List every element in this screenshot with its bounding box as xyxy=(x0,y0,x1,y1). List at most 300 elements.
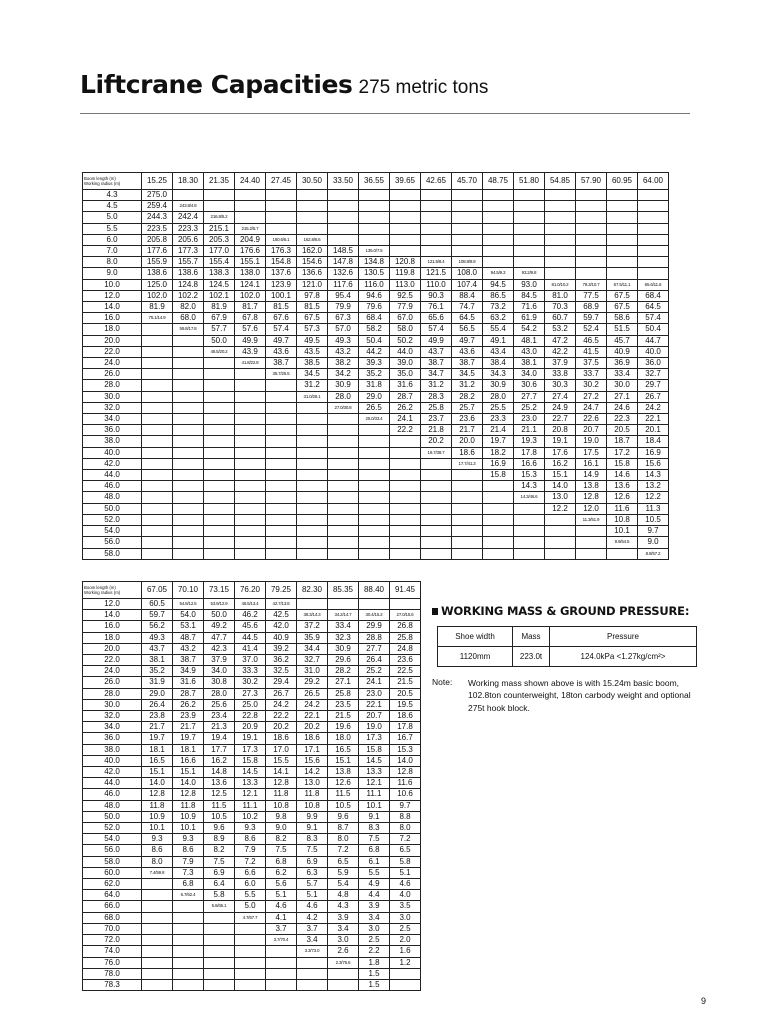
capacity-cell xyxy=(483,223,514,234)
capacity-cell xyxy=(359,470,390,481)
capacity-cell xyxy=(142,324,173,335)
capacity-cell: 50.0 xyxy=(204,335,235,346)
boom-length-header: 54.85 xyxy=(545,173,576,190)
capacity-cell: 21.7 xyxy=(452,425,483,436)
capacity-cell xyxy=(266,979,297,990)
capacity-cell xyxy=(607,223,638,234)
table-row xyxy=(83,599,421,610)
capacity-cell xyxy=(142,923,173,934)
capacity-cell xyxy=(142,526,173,537)
capacity-table-1 xyxy=(82,172,669,560)
capacity-cell xyxy=(266,447,297,458)
boom-length-header: 67.05 xyxy=(142,582,173,599)
capacity-cell: 108.8/8.9 xyxy=(452,257,483,268)
capacity-cell xyxy=(328,190,359,201)
radius-cell: 18.0 xyxy=(83,632,142,643)
capacity-cell: 19.3 xyxy=(514,436,545,447)
capacity-cell xyxy=(390,201,421,212)
capacity-cell: 9.8 xyxy=(266,811,297,822)
capacity-cell xyxy=(390,599,421,610)
capacity-cell: 15.3 xyxy=(514,470,545,481)
capacity-cell: 43.2 xyxy=(328,346,359,357)
capacity-cell xyxy=(421,234,452,245)
radius-cell: 12.0 xyxy=(83,290,142,301)
capacity-cell xyxy=(421,201,452,212)
table-row xyxy=(83,436,669,447)
table-row xyxy=(83,979,421,990)
radius-cell: 62.0 xyxy=(83,879,142,890)
capacity-cell: 75.1/14.9 xyxy=(142,313,173,324)
capacity-cell: 37.2 xyxy=(297,621,328,632)
note-text: Working mass shown above is with 15.24m basic boom, 102.8ton counterweight, 18ton carbody weight and optional 275t hook block. xyxy=(468,678,691,713)
capacity-cell: 10.1 xyxy=(359,800,390,811)
capacity-cell: 38.1 xyxy=(514,358,545,369)
capacity-cell: 8.2 xyxy=(266,834,297,845)
capacity-cell xyxy=(266,470,297,481)
capacity-cell: 176.3 xyxy=(266,246,297,257)
capacity-cell: 7.5 xyxy=(266,845,297,856)
capacity-cell: 130.5 xyxy=(359,268,390,279)
table-row xyxy=(83,957,421,968)
radius-cell: 78.3 xyxy=(83,979,142,990)
capacity-cell: 8.7 xyxy=(328,823,359,834)
capacity-cell: 4.9 xyxy=(359,879,390,890)
capacity-cell: 108.0 xyxy=(452,268,483,279)
radius-cell: 8.0 xyxy=(83,257,142,268)
capacity-cell: 81.5 xyxy=(297,302,328,313)
capacity-cell xyxy=(266,492,297,503)
capacity-cell: 6.4 xyxy=(204,879,235,890)
radius-cell: 16.0 xyxy=(83,313,142,324)
capacity-cell xyxy=(452,470,483,481)
capacity-cell: 34.2 xyxy=(328,369,359,380)
capacity-cell: 49.1 xyxy=(483,335,514,346)
capacity-cell xyxy=(576,257,607,268)
capacity-cell: 4.3 xyxy=(328,901,359,912)
capacity-cell xyxy=(142,402,173,413)
capacity-cell: 11.8 xyxy=(173,800,204,811)
capacity-cell: 65.6/11.6 xyxy=(638,279,669,290)
capacity-cell: 7.3 xyxy=(173,867,204,878)
capacity-cell xyxy=(452,526,483,537)
capacity-cell: 67.6 xyxy=(266,313,297,324)
boom-length-header: 73.15 xyxy=(204,582,235,599)
capacity-cell xyxy=(204,391,235,402)
capacity-cell: 18.0 xyxy=(328,733,359,744)
table-row xyxy=(83,391,669,402)
capacity-cell: 25.0/33.4 xyxy=(359,414,390,425)
capacity-cell: 30.8 xyxy=(204,677,235,688)
capacity-cell: 11.8 xyxy=(266,789,297,800)
table-row xyxy=(83,481,669,492)
capacity-cell: 41.8/22.8 xyxy=(235,358,266,369)
table-row xyxy=(83,688,421,699)
capacity-cell xyxy=(266,537,297,548)
radius-cell: 6.0 xyxy=(83,234,142,245)
capacity-cell xyxy=(142,391,173,402)
capacity-cell: 26.4 xyxy=(142,699,173,710)
radius-cell: 60.0 xyxy=(83,867,142,878)
capacity-cell: 155.7 xyxy=(173,257,204,268)
capacity-cell xyxy=(607,190,638,201)
capacity-cell: 4.6 xyxy=(297,901,328,912)
capacity-cell: 21.5 xyxy=(328,711,359,722)
capacity-cell: 25.7 xyxy=(452,402,483,413)
capacity-cell: 26.4 xyxy=(359,655,390,666)
capacity-cell: 43.2 xyxy=(173,643,204,654)
radius-cell: 50.0 xyxy=(83,503,142,514)
capacity-cell: 24.2 xyxy=(266,699,297,710)
table-body xyxy=(83,599,421,991)
capacity-cell: 7.2 xyxy=(390,834,421,845)
capacity-cell: 70.3 xyxy=(545,302,576,313)
capacity-cell xyxy=(297,470,328,481)
capacity-cell xyxy=(359,212,390,223)
capacity-cell xyxy=(266,548,297,559)
capacity-cell xyxy=(514,548,545,559)
capacity-cell: 8.0 xyxy=(390,823,421,834)
capacity-cell xyxy=(266,503,297,514)
capacity-cell xyxy=(514,201,545,212)
capacity-cell: 79.6 xyxy=(359,302,390,313)
capacity-cell xyxy=(297,503,328,514)
capacity-cell xyxy=(173,901,204,912)
capacity-cell: 4.6 xyxy=(390,879,421,890)
cell-mass: 223.0t xyxy=(513,647,550,667)
radius-cell: 5.5 xyxy=(83,223,142,234)
capacity-cell xyxy=(297,957,328,968)
capacity-cell xyxy=(204,414,235,425)
capacity-cell xyxy=(514,537,545,548)
capacity-cell xyxy=(266,380,297,391)
capacity-cell: 17.7 xyxy=(204,744,235,755)
table-row xyxy=(83,856,421,867)
capacity-cell: 25.8 xyxy=(421,402,452,413)
table-row xyxy=(83,190,669,201)
page-title xyxy=(80,70,488,99)
boom-length-header: 57.90 xyxy=(576,173,607,190)
capacity-cell xyxy=(514,514,545,525)
capacity-cell xyxy=(359,537,390,548)
table-row xyxy=(83,503,669,514)
capacity-cell: 40.0 xyxy=(638,346,669,357)
capacity-cell: 14.0 xyxy=(173,778,204,789)
capacity-cell: 9.6 xyxy=(328,811,359,822)
capacity-cell: 5.8 xyxy=(390,856,421,867)
capacity-cell: 20.5 xyxy=(390,688,421,699)
capacity-cell: 35.2 xyxy=(142,666,173,677)
capacity-cell: 3.3/73.0 xyxy=(297,946,328,957)
capacity-cell xyxy=(266,402,297,413)
radius-cell: 56.0 xyxy=(83,537,142,548)
capacity-cell xyxy=(483,526,514,537)
page-number: 9 xyxy=(701,996,707,1006)
radius-cell: 38.0 xyxy=(83,744,142,755)
capacity-cell: 79.9 xyxy=(328,302,359,313)
capacity-cell: 28.3 xyxy=(421,391,452,402)
capacity-cell xyxy=(266,957,297,968)
capacity-cell: 3.9 xyxy=(359,901,390,912)
capacity-cell xyxy=(142,879,173,890)
capacity-cell: 49.2 xyxy=(204,621,235,632)
capacity-cell: 13.2 xyxy=(638,481,669,492)
capacity-cell: 19.5 xyxy=(390,699,421,710)
capacity-cell: 6.8 xyxy=(359,845,390,856)
capacity-cell xyxy=(545,223,576,234)
capacity-cell: 22.3 xyxy=(607,414,638,425)
capacity-cell xyxy=(204,358,235,369)
capacity-cell xyxy=(235,402,266,413)
capacity-cell: 12.8 xyxy=(576,492,607,503)
capacity-cell: 33.4 xyxy=(328,621,359,632)
capacity-cell: 81.5 xyxy=(266,302,297,313)
capacity-cell xyxy=(514,503,545,514)
capacity-cell: 24.1 xyxy=(359,677,390,688)
capacity-cell: 88.4 xyxy=(452,290,483,301)
capacity-cell xyxy=(204,492,235,503)
capacity-cell: 25.2 xyxy=(359,666,390,677)
capacity-cell xyxy=(204,425,235,436)
capacity-cell xyxy=(390,223,421,234)
capacity-cell: 14.3 xyxy=(514,481,545,492)
radius-cell: 42.0 xyxy=(83,767,142,778)
capacity-cell xyxy=(359,458,390,469)
capacity-cell: 20.5 xyxy=(607,425,638,436)
capacity-cell xyxy=(421,223,452,234)
boom-length-header: 33.50 xyxy=(328,173,359,190)
capacity-cell: 11.5 xyxy=(328,789,359,800)
capacity-cell xyxy=(142,380,173,391)
capacity-cell: 57.6 xyxy=(235,324,266,335)
capacity-cell xyxy=(576,537,607,548)
radius-cell: 30.0 xyxy=(83,699,142,710)
capacity-cell: 81.7 xyxy=(235,302,266,313)
capacity-cell: 67.5 xyxy=(607,302,638,313)
capacity-cell: 39.2 xyxy=(266,643,297,654)
capacity-cell: 1.2 xyxy=(390,957,421,968)
capacity-cell: 20.0 xyxy=(452,436,483,447)
capacity-cell xyxy=(204,979,235,990)
capacity-cell: 35.2 xyxy=(359,369,390,380)
capacity-cell: 22.6 xyxy=(576,414,607,425)
radius-cell: 48.0 xyxy=(83,800,142,811)
capacity-cell: 9.3 xyxy=(235,823,266,834)
capacity-cell: 21.3 xyxy=(204,722,235,733)
capacity-cell: 176.6 xyxy=(235,246,266,257)
capacity-cell: 41.5 xyxy=(576,346,607,357)
radius-cell: 36.0 xyxy=(83,425,142,436)
capacity-cell xyxy=(390,968,421,979)
capacity-cell: 32.3 xyxy=(328,632,359,643)
capacity-table-2 xyxy=(82,581,421,991)
capacity-cell xyxy=(607,548,638,559)
radius-cell: 4.3 xyxy=(83,190,142,201)
capacity-cell: 50.4 xyxy=(638,324,669,335)
capacity-cell xyxy=(328,470,359,481)
capacity-cell: 68.9 xyxy=(576,302,607,313)
capacity-cell xyxy=(638,246,669,257)
capacity-cell: 5.1 xyxy=(297,890,328,901)
capacity-cell: 10.1 xyxy=(607,526,638,537)
capacity-cell xyxy=(359,436,390,447)
capacity-cell: 132.6 xyxy=(328,268,359,279)
capacity-cell: 23.3 xyxy=(483,414,514,425)
capacity-cell: 31.0 xyxy=(297,666,328,677)
capacity-cell: 18.1 xyxy=(173,744,204,755)
capacity-cell xyxy=(483,201,514,212)
capacity-cell xyxy=(452,503,483,514)
capacity-cell: 5.9 xyxy=(328,867,359,878)
radius-cell: 28.0 xyxy=(83,380,142,391)
capacity-cell: 32.7 xyxy=(638,369,669,380)
capacity-cell: 33.4 xyxy=(607,369,638,380)
table-row xyxy=(83,733,421,744)
capacity-cell: 205.6 xyxy=(173,234,204,245)
capacity-cell: 8.0 xyxy=(142,856,173,867)
capacity-cell xyxy=(421,458,452,469)
capacity-cell: 19.1 xyxy=(545,436,576,447)
capacity-cell xyxy=(545,246,576,257)
capacity-cell: 16.5 xyxy=(142,755,173,766)
capacity-cell xyxy=(266,436,297,447)
capacity-cell xyxy=(142,470,173,481)
capacity-cell: 34.5 xyxy=(452,369,483,380)
capacity-cell xyxy=(173,369,204,380)
capacity-cell: 2.0 xyxy=(390,935,421,946)
capacity-cell xyxy=(297,548,328,559)
radius-cell: 20.0 xyxy=(83,643,142,654)
capacity-cell: 46.2 xyxy=(235,610,266,621)
capacity-cell: 6.8 xyxy=(173,879,204,890)
capacity-cell: 78.3/10.7 xyxy=(576,279,607,290)
capacity-cell: 51.5 xyxy=(607,324,638,335)
capacity-cell xyxy=(235,380,266,391)
capacity-cell: 215.1 xyxy=(204,223,235,234)
capacity-cell xyxy=(359,481,390,492)
capacity-cell xyxy=(142,537,173,548)
capacity-cell xyxy=(235,979,266,990)
radius-cell: 34.0 xyxy=(83,722,142,733)
capacity-cell: 21.5 xyxy=(390,677,421,688)
capacity-cell: 223.3 xyxy=(173,223,204,234)
capacity-cell: 28.2 xyxy=(328,666,359,677)
capacity-cell: 9.0 xyxy=(266,823,297,834)
capacity-cell xyxy=(390,514,421,525)
capacity-cell xyxy=(266,425,297,436)
table-row xyxy=(83,823,421,834)
capacity-cell: 34.4 xyxy=(297,643,328,654)
capacity-cell: 25.0 xyxy=(235,699,266,710)
capacity-cell: 10.8 xyxy=(297,800,328,811)
capacity-cell xyxy=(328,212,359,223)
capacity-cell: 53.2 xyxy=(545,324,576,335)
capacity-cell: 11.8 xyxy=(142,800,173,811)
capacity-cell: 10.9 xyxy=(142,811,173,822)
capacity-cell xyxy=(266,391,297,402)
capacity-cell: 177.0 xyxy=(204,246,235,257)
capacity-cell xyxy=(328,514,359,525)
capacity-cell: 30.9 xyxy=(328,380,359,391)
capacity-cell: 4.7/67.7 xyxy=(235,912,266,923)
radius-cell: 66.0 xyxy=(83,901,142,912)
capacity-cell: 154.8 xyxy=(266,257,297,268)
capacity-cell: 50.2 xyxy=(390,335,421,346)
capacity-cell xyxy=(514,190,545,201)
boom-length-header: 76.20 xyxy=(235,582,266,599)
capacity-cell: 223.5 xyxy=(142,223,173,234)
title-rule xyxy=(80,113,690,114)
capacity-cell: 44.2 xyxy=(359,346,390,357)
radius-cell: 52.0 xyxy=(83,514,142,525)
radius-cell: 20.0 xyxy=(83,335,142,346)
capacity-cell: 15.1 xyxy=(173,767,204,778)
capacity-cell: 19.7 xyxy=(483,436,514,447)
capacity-cell: 9.7 xyxy=(390,800,421,811)
capacity-cell: 16.9 xyxy=(483,458,514,469)
capacity-cell: 121.0 xyxy=(297,279,328,290)
capacity-cell: 23.4 xyxy=(204,711,235,722)
capacity-cell: 26.5 xyxy=(359,402,390,413)
boom-length-header: 88.40 xyxy=(359,582,390,599)
capacity-cell: 11.1 xyxy=(359,789,390,800)
capacity-cell: 5.6 xyxy=(266,879,297,890)
capacity-cell xyxy=(328,234,359,245)
radius-cell: 7.0 xyxy=(83,246,142,257)
boom-length-header: 91.45 xyxy=(390,582,421,599)
capacity-cell xyxy=(297,436,328,447)
capacity-cell xyxy=(297,425,328,436)
capacity-cell xyxy=(235,391,266,402)
header-mass: Mass xyxy=(513,627,550,647)
capacity-cell: 18.1 xyxy=(142,744,173,755)
capacity-cell: 67.9 xyxy=(204,313,235,324)
capacity-cell: 12.8 xyxy=(173,789,204,800)
capacity-cell: 60.7 xyxy=(545,313,576,324)
capacity-cell xyxy=(204,503,235,514)
capacity-cell: 52.4 xyxy=(576,324,607,335)
capacity-cell: 17.0 xyxy=(266,744,297,755)
capacity-cell: 43.5 xyxy=(297,346,328,357)
capacity-cell xyxy=(328,526,359,537)
table-row xyxy=(83,537,669,548)
radius-cell: 12.0 xyxy=(83,599,142,610)
capacity-cell: 244.3 xyxy=(142,212,173,223)
capacity-cell xyxy=(297,223,328,234)
capacity-cell xyxy=(452,190,483,201)
capacity-cell: 136.6 xyxy=(297,268,328,279)
capacity-cell: 47.7 xyxy=(204,632,235,643)
capacity-cell xyxy=(390,246,421,257)
capacity-cell: 12.5 xyxy=(204,789,235,800)
capacity-cell: 28.0 xyxy=(204,688,235,699)
capacity-cell xyxy=(297,599,328,610)
capacity-cell xyxy=(235,923,266,934)
capacity-cell: 5.0 xyxy=(235,901,266,912)
capacity-cell xyxy=(483,212,514,223)
capacity-cell xyxy=(173,526,204,537)
capacity-cell: 13.6 xyxy=(607,481,638,492)
capacity-cell: 21.7 xyxy=(142,722,173,733)
capacity-cell: 19.1 xyxy=(235,733,266,744)
capacity-cell: 30.2 xyxy=(576,380,607,391)
capacity-cell: 34.2/14.7 xyxy=(328,610,359,621)
capacity-cell: 46.5 xyxy=(576,335,607,346)
capacity-cell: 59.7 xyxy=(142,610,173,621)
capacity-cell: 42.2 xyxy=(545,346,576,357)
capacity-cell: 7.5 xyxy=(204,856,235,867)
capacity-cell: 10.1 xyxy=(142,823,173,834)
capacity-cell: 44.7 xyxy=(638,335,669,346)
